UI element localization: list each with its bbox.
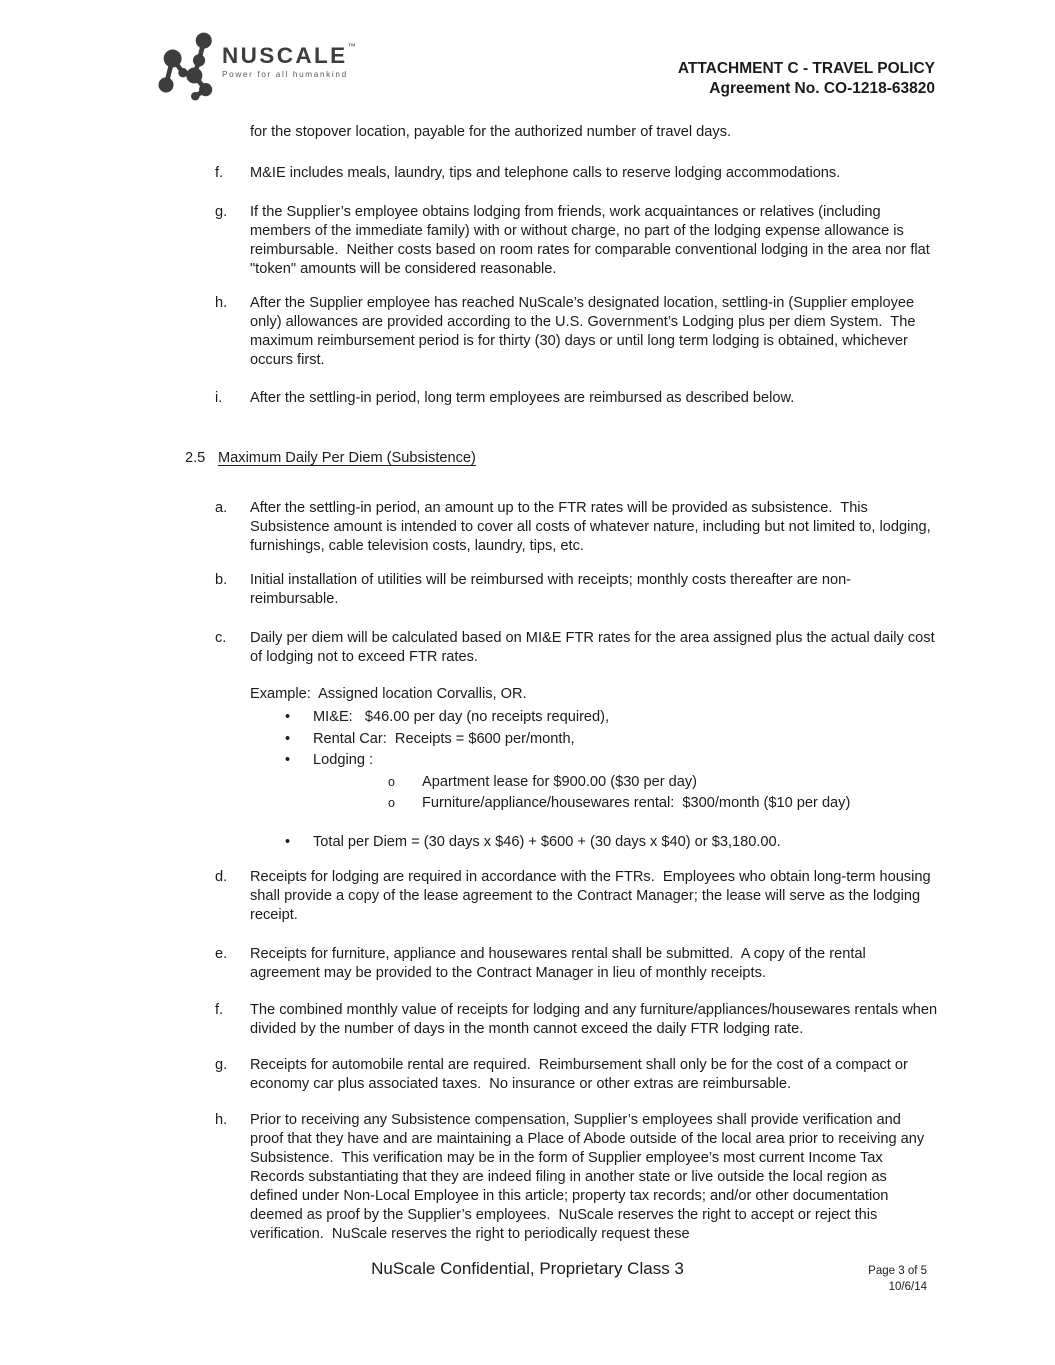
list-item-d: [215, 868, 938, 925]
section-heading-2-5: [185, 449, 938, 468]
list-item-label: a.: [215, 500, 228, 516]
bullet-icon: •: [285, 709, 291, 725]
list-item-label: c.: [215, 630, 227, 646]
list-item-text: If the Supplier’s employee obtains lodging from friends, work acquaintances or relatives (including members of the immediate family) with or without charge, no part of the lodging expense allowance is reimbursable. Neither costs based on room rates for comparable conventional lodging in the area nor flat "token" amounts will be considered reasonable.: [250, 204, 934, 277]
bullet-item-mie: • MI&E: $46.00 per day (no receipts required),: [285, 707, 938, 729]
footer-date: 10/6/14: [888, 1281, 927, 1293]
bullet-icon: •: [285, 752, 291, 768]
list-item-label: e.: [215, 946, 228, 962]
trademark-symbol: ™: [347, 42, 356, 51]
brand-tagline: Power for all humankind: [222, 70, 348, 79]
page-number: Page 3 of 5: [868, 1265, 927, 1277]
list-item-c: [215, 629, 939, 667]
list-item-label: f.: [215, 1002, 224, 1018]
list-item-i: [215, 389, 938, 408]
agreement-number: Agreement No. CO-1218-63820: [709, 80, 935, 97]
bullet-item-total: • Total per Diem = (30 days x $46) + $600 + (30 days x $40) or $3,180.00.: [285, 832, 938, 854]
list-item-label: h.: [215, 1112, 228, 1128]
footer-confidential-notice: NuScale Confidential, Proprietary Class 3: [371, 1259, 684, 1278]
list-item-text: After the settling-in period, an amount up to the FTR rates will be provided as subsistence. This Subsistence amount is intended to cover all costs of whatever nature, including but not limited to, lodging, furnishings, cable television costs, laundry, tips, etc.: [250, 500, 935, 554]
document-body: [185, 123, 942, 1244]
section-number: 2.5: [185, 450, 206, 466]
example-bullet-list: [285, 707, 938, 772]
bullet-item-rental-car: • Rental Car: Receipts = $600 per/month,: [285, 729, 938, 751]
list-item-text: Receipts for furniture, appliance and housewares rental shall be submitted. A copy of the rental agreement may be provided to the Contract Manager in lieu of monthly receipts.: [250, 946, 870, 981]
list-item-label: d.: [215, 869, 228, 885]
list-item-text: After the settling-in period, long term employees are reimbursed as described below.: [250, 390, 795, 406]
list-item-label: f.: [215, 165, 224, 181]
list-item-text: M&IE includes meals, laundry, tips and telephone calls to reserve lodging accommodations.: [250, 165, 841, 181]
example-sub-bullet-list: [388, 772, 938, 815]
list-item-label: b.: [215, 572, 228, 588]
bullet-item-lodging: • Lodging :: [285, 750, 938, 772]
brand-name: NUSCALE: [222, 43, 348, 68]
footer-page-info: [868, 1263, 927, 1295]
section-title: Maximum Daily Per Diem (Subsistence): [218, 450, 476, 466]
list-item-text: Receipts for lodging are required in accordance with the FTRs. Employees who obtain long-term housing shall provide a copy of the lease agreement to the Contract Manager; the lease will serve as the lodging receipt.: [250, 869, 935, 923]
bullet-icon: •: [285, 730, 291, 747]
list-item-f2: [215, 1001, 942, 1039]
nuscale-molecule-icon: [150, 30, 216, 104]
example-total-list: [285, 832, 938, 854]
hollow-bullet-icon: o: [388, 796, 395, 810]
list-item-text: Initial installation of utilities will be reimbursed with receipts; monthly costs thereafter are non-reimbursable.: [250, 572, 852, 607]
list-item-label: g.: [215, 1057, 228, 1073]
list-item-text: Prior to receiving any Subsistence compensation, Supplier’s employees shall provide verification and proof that they have and are maintaining a Place of Abode outside of the local area prior to receiving any Subsistence. This verification may be in the form of Supplier employee’s most current Income Tax Records substantiating that they are indeed filing in another state or live outside the local region as defined under Non-Local Employee in this article; property tax records; and/or other documentation deemed as proof by the Supplier’s employees. NuScale reserves the right to accept or reject this verification. NuScale reserves the right to periodically request these: [250, 1112, 929, 1242]
list-item-g: [215, 203, 938, 279]
logo-text: [222, 42, 356, 79]
list-item-text: After the Supplier employee has reached NuScale’s designated location, settling-in (Supplier employee only) allowances are provided according to the U.S. Government’s Lodging plus per diem System. The maximum reimbursement period is for thirty (30) days or until long term lodging is obtained, whichever occurs first.: [250, 295, 920, 368]
sub-bullet-furniture: o Furniture/appliance/housewares rental: $300/month ($10 per day): [388, 793, 938, 815]
list-item-label: g.: [215, 204, 228, 220]
list-item-h2: [215, 1111, 938, 1244]
list-item-b: [215, 571, 938, 609]
list-item-h: [215, 294, 938, 370]
list-item-f: [215, 164, 938, 183]
list-item-g2: [215, 1056, 938, 1094]
sub-bullet-apartment: o Apartment lease for $900.00 ($30 per day): [388, 772, 938, 794]
example-block: [250, 685, 938, 853]
example-intro: Example: Assigned location Corvallis, OR.: [250, 686, 527, 702]
document-title: [678, 59, 935, 99]
list-item-text: Daily per diem will be calculated based on MI&E FTR rates for the area assigned plus the actual daily cost of lodging not to exceed FTR rates.: [250, 630, 939, 665]
list-item-e: [215, 945, 938, 983]
list-item-text: Receipts for automobile rental are required. Reimbursement shall only be for the cost of a compact or economy car plus associated taxes. No insurance or other extras are reimbursable.: [250, 1057, 912, 1092]
list-item-text: The combined monthly value of receipts for lodging and any furniture/appliances/housewares rentals when divided by the number of days in the month cannot exceed the daily FTR lodging rate.: [250, 1002, 942, 1037]
attachment-title: ATTACHMENT C - TRAVEL POLICY: [677, 60, 935, 77]
list-item-label: i.: [215, 390, 223, 406]
hollow-bullet-icon: o: [388, 774, 395, 789]
list-item-a: [215, 499, 938, 556]
intro-continuation-paragraph: for the stopover location, payable for the authorized number of travel days.: [250, 124, 732, 140]
bullet-icon: •: [285, 833, 291, 850]
list-item-label: h.: [215, 295, 228, 311]
